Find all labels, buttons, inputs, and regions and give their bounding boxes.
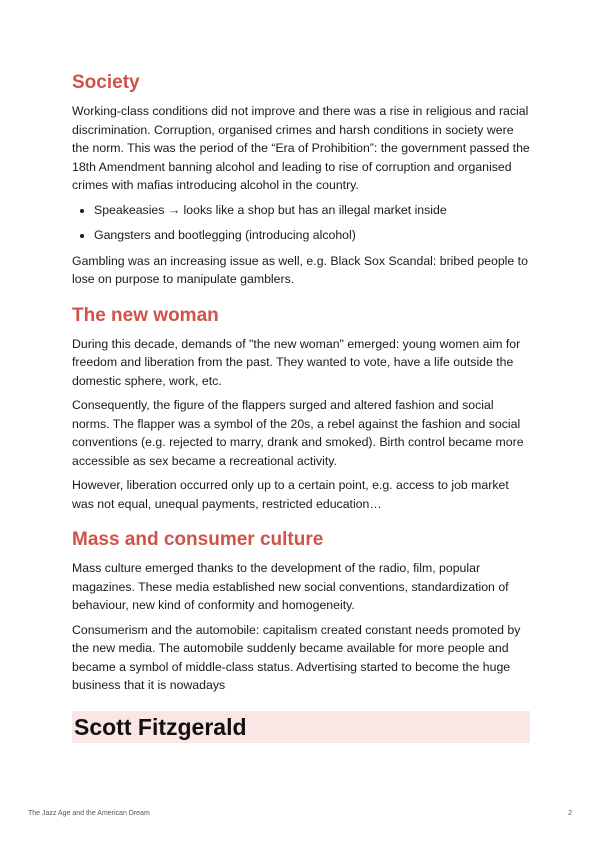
paragraph: During this decade, demands of "the new woman" emerged: young women aim for freedom and liberation from the past. They wanted to vote, have a life outside the domestic sphere, work, etc. — [72, 336, 521, 388]
paragraph: Working-class conditions did not improve and there was a rise in religious and racial discrimination. Corruption, organised crimes and harsh conditions in society were the norm. This was the period of the “Era of Prohibition”: the government passed the 18th Amendment banning alcohol and leading to rise of corruption and organised crimes with mafias introducing alcohol in the country. — [72, 104, 530, 192]
list-item: • Speakeasies → looks like a shop but has an illegal market inside — [94, 201, 530, 220]
chapter-heading-highlight — [72, 711, 530, 743]
bullet-list — [72, 201, 530, 245]
list-item: • Gangsters and bootlegging (introducing alcohol) — [94, 226, 530, 245]
section-new-woman — [72, 303, 530, 514]
page-number: 2 — [568, 810, 572, 817]
section-mass-culture — [72, 527, 530, 695]
section-society — [72, 70, 530, 289]
section-heading: Mass and consumer culture — [72, 529, 324, 550]
page-content — [72, 70, 530, 743]
chapter-heading: Scott Fitzgerald — [74, 713, 247, 740]
footer-title: The Jazz Age and the American Dream — [28, 810, 150, 817]
paragraph: Consequently, the figure of the flappers surged and altered fashion and social norms. The flapper was a symbol of the 20s, a rebel against the fashion and social conventions (e.g. rejected to marry, drank and smoked). Birth control became more accessible as sex became a recreational activity. — [72, 398, 524, 468]
paragraph: Gambling was an increasing issue as well, e.g. Black Sox Scandal: bribed people to lose on purpose to manipulate gamblers. — [72, 253, 528, 286]
paragraph: Mass culture emerged thanks to the development of the radio, film, popular magazines. These media established new social conventions, standardization of behaviour, new kind of conformity and homogeneity. — [72, 561, 509, 612]
page-footer — [28, 810, 572, 817]
paragraph: However, liberation occurred only up to a certain point, e.g. access to job market was not equal, unequal payments, restricted education… — [72, 478, 509, 511]
section-heading: The new woman — [72, 304, 219, 326]
section-heading: Society — [72, 72, 140, 93]
paragraph: Consumerism and the automobile: capitalism created constant needs promoted by the new media. The automobile suddenly became available for more people and became a symbol of middle-class status. Advertising started to become the huge business that it is nowadays — [72, 622, 521, 692]
